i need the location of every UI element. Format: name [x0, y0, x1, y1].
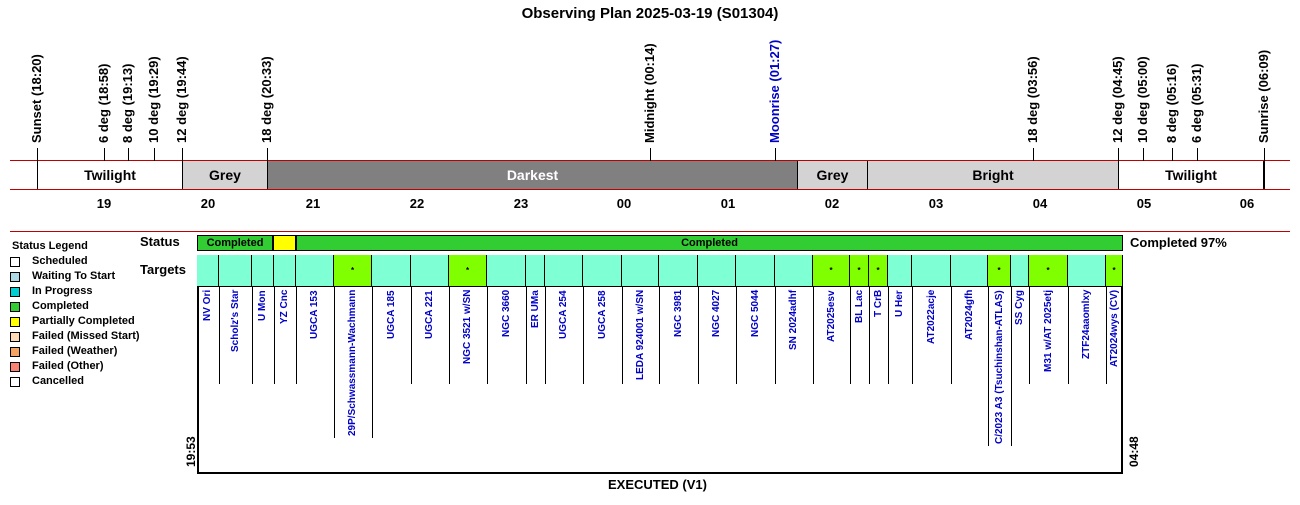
legend-label: Scheduled [32, 255, 88, 267]
status-summary: Completed 97% [1130, 235, 1227, 250]
target-name: UGCA 185 [385, 290, 397, 339]
band-grey-evening: Grey [182, 161, 267, 189]
legend-swatch [10, 377, 20, 387]
target-name: AT2024wys (CV) [1108, 290, 1120, 368]
target-mark: * [857, 266, 861, 275]
target-block [411, 255, 449, 286]
hour-label: 20 [200, 196, 216, 211]
target-name: 29P/Schwassmann-Wachmann [347, 290, 358, 437]
target-divider [296, 286, 297, 384]
target-block [988, 255, 1011, 286]
target-mark: * [876, 266, 880, 275]
status-segment-partial [273, 235, 296, 251]
target-name: Scholz's Star [229, 290, 241, 353]
target-mark: * [350, 266, 355, 275]
event-tick [1118, 148, 1119, 161]
target-block [912, 255, 951, 286]
timeline-mid-line [10, 189, 1290, 190]
event-label: 12 deg (19:44) [174, 56, 189, 143]
legend-swatch [10, 257, 20, 267]
target-divider [1068, 286, 1069, 384]
target-name: AT2025esv [825, 290, 837, 342]
status-segment-completed-1 [197, 235, 273, 251]
target-name: YZ Cnc [279, 290, 290, 325]
target-name: U Mon [257, 290, 268, 321]
target-name: AT2024gfh [963, 290, 975, 341]
hour-label: 04 [1032, 196, 1048, 211]
target-divider [659, 286, 660, 384]
target-name: M31 w/AT 2025etj [1042, 290, 1054, 373]
target-block [659, 255, 698, 286]
target-divider [850, 286, 851, 384]
targets-row-label: Targets [140, 262, 186, 277]
target-block [334, 255, 372, 286]
target-block [775, 255, 813, 286]
band-bright: Bright [867, 161, 1118, 189]
legend-swatch [10, 362, 20, 372]
event-tick [37, 148, 38, 189]
legend-swatch [10, 302, 20, 312]
event-label: Moonrise (01:27) [767, 39, 782, 143]
target-divider [274, 286, 275, 384]
legend-label: In Progress [32, 285, 93, 297]
start-time: 19:53 [184, 436, 198, 467]
target-name: T CrB [872, 290, 884, 318]
target-block [583, 255, 622, 286]
target-name: UGCA 153 [309, 290, 320, 339]
target-block [850, 255, 869, 286]
hour-label: 23 [513, 196, 529, 211]
event-tick [1033, 148, 1034, 161]
plan-title: Observing Plan 2025-03-19 (S01304) [521, 5, 779, 22]
target-mark: * [1046, 266, 1050, 275]
legend-label: Failed (Other) [32, 360, 104, 372]
target-divider [526, 286, 527, 384]
executed-frame [197, 286, 1123, 474]
legend-swatch [10, 287, 20, 297]
target-name: UGCA 258 [596, 290, 608, 339]
footer-label: EXECUTED (V1) [608, 477, 707, 492]
event-label: 18 deg (03:56) [1025, 56, 1040, 143]
target-name: C/2023 A3 (Tsuchinshan-ATLAS) [993, 290, 1005, 444]
event-label: 6 deg (18:58) [96, 63, 111, 143]
target-block [296, 255, 334, 286]
target-name: BL Lac [853, 290, 865, 324]
target-divider [622, 286, 623, 384]
event-label: Midnight (00:14) [642, 43, 657, 143]
target-divider [912, 286, 913, 384]
target-divider [775, 286, 776, 384]
target-block [1106, 255, 1123, 286]
target-divider [583, 286, 584, 384]
hour-label: 02 [824, 196, 840, 211]
event-tick [104, 148, 105, 161]
event-tick [1172, 148, 1173, 161]
target-divider [372, 286, 373, 438]
event-tick [1143, 148, 1144, 161]
target-name: LEDA 924001 w/SN [634, 290, 646, 381]
target-divider [988, 286, 989, 446]
event-label: 8 deg (19:13) [120, 63, 135, 143]
hour-label: 05 [1136, 196, 1152, 211]
event-label: 18 deg (20:33) [259, 56, 274, 143]
hour-label: 03 [928, 196, 944, 211]
target-divider [869, 286, 870, 384]
target-name: AT2022acje [925, 290, 937, 345]
hour-label: 22 [409, 196, 425, 211]
legend-swatch [10, 347, 20, 357]
hour-label: 01 [720, 196, 736, 211]
target-divider [487, 286, 488, 384]
timeline-bottom-line [10, 231, 1290, 232]
legend-swatch [10, 272, 20, 282]
target-divider [545, 286, 546, 384]
end-time: 04:48 [1127, 436, 1141, 467]
hour-label: 06 [1239, 196, 1255, 211]
event-label: 8 deg (05:16) [1164, 63, 1179, 143]
target-divider [411, 286, 412, 384]
hour-label: 21 [305, 196, 321, 211]
target-mark: * [997, 266, 1001, 275]
target-block [888, 255, 912, 286]
target-divider [698, 286, 699, 384]
target-block [449, 255, 487, 286]
event-label: Sunset (18:20) [29, 54, 44, 143]
event-tick [1264, 148, 1265, 189]
event-label: 10 deg (19:29) [146, 56, 161, 143]
target-name: NV Ori [202, 290, 213, 322]
event-label: 10 deg (05:00) [1135, 56, 1150, 143]
target-divider [1011, 286, 1012, 446]
legend-label: Failed (Weather) [32, 345, 118, 357]
target-mark: * [465, 266, 470, 275]
target-block [698, 255, 736, 286]
target-divider [1029, 286, 1030, 384]
status-segment-label: Completed [206, 237, 264, 249]
legend-swatch [10, 317, 20, 327]
target-mark: * [829, 266, 833, 275]
target-block [869, 255, 888, 286]
event-tick [154, 148, 155, 161]
target-block [274, 255, 296, 286]
target-divider [813, 286, 814, 384]
target-divider [888, 286, 889, 384]
band-darkest: Darkest [267, 161, 797, 189]
target-block [526, 255, 545, 286]
status-segment-label: Completed [681, 237, 738, 249]
event-tick [650, 148, 651, 161]
legend-label: Failed (Missed Start) [32, 330, 140, 342]
event-tick [775, 148, 776, 161]
legend-title: Status Legend [12, 240, 88, 252]
hour-label: 19 [96, 196, 112, 211]
event-label: 6 deg (05:31) [1189, 63, 1204, 143]
target-mark: * [1112, 266, 1116, 275]
band-twilight-evening: Twilight [37, 161, 182, 189]
target-block [197, 255, 219, 286]
event-label: Sunrise (06:09) [1256, 49, 1271, 143]
event-tick [267, 148, 268, 161]
hour-label: 00 [616, 196, 632, 211]
target-block [252, 255, 274, 286]
legend-label: Cancelled [32, 375, 84, 387]
target-divider [219, 286, 220, 384]
target-block [372, 255, 411, 286]
band-twilight-morning: Twilight [1118, 161, 1264, 189]
target-name: SN 2024adhf [788, 290, 799, 351]
legend-swatch [10, 332, 20, 342]
target-name: NGC 4027 [711, 290, 722, 338]
target-name: NGC 3981 [672, 290, 684, 338]
event-label: 12 deg (04:45) [1110, 56, 1125, 143]
band-grey-morning: Grey [797, 161, 867, 189]
event-tick [1197, 148, 1198, 161]
status-row-label: Status [140, 234, 180, 249]
legend-label: Completed [32, 300, 89, 312]
target-block [1068, 255, 1106, 286]
target-name: NGC 3660 [500, 290, 512, 338]
target-name: U Her [894, 290, 905, 317]
target-name: UGCA 254 [558, 290, 569, 339]
status-segment-completed-2 [296, 235, 1123, 251]
target-name: SS Cyg [1014, 290, 1025, 326]
target-block [487, 255, 526, 286]
target-block [545, 255, 583, 286]
target-block [736, 255, 775, 286]
event-tick [182, 148, 183, 161]
target-divider [736, 286, 737, 384]
target-divider [334, 286, 335, 438]
target-divider [1106, 286, 1107, 384]
target-name: UGCA 221 [424, 290, 435, 339]
target-block [219, 255, 252, 286]
target-block [1011, 255, 1029, 286]
target-name: ER UMa [529, 290, 541, 328]
target-name: ZTF24aaomlxy [1081, 290, 1092, 360]
target-block [951, 255, 988, 286]
target-divider [449, 286, 450, 384]
target-block [1029, 255, 1068, 286]
legend-label: Partially Completed [32, 315, 135, 327]
target-block [622, 255, 659, 286]
target-name: NGC 5044 [749, 290, 761, 338]
target-block [813, 255, 850, 286]
event-tick [128, 148, 129, 161]
target-divider [252, 286, 253, 384]
target-name: NGC 3521 w/SN [462, 290, 473, 365]
legend-label: Waiting To Start [32, 270, 116, 282]
target-divider [951, 286, 952, 384]
